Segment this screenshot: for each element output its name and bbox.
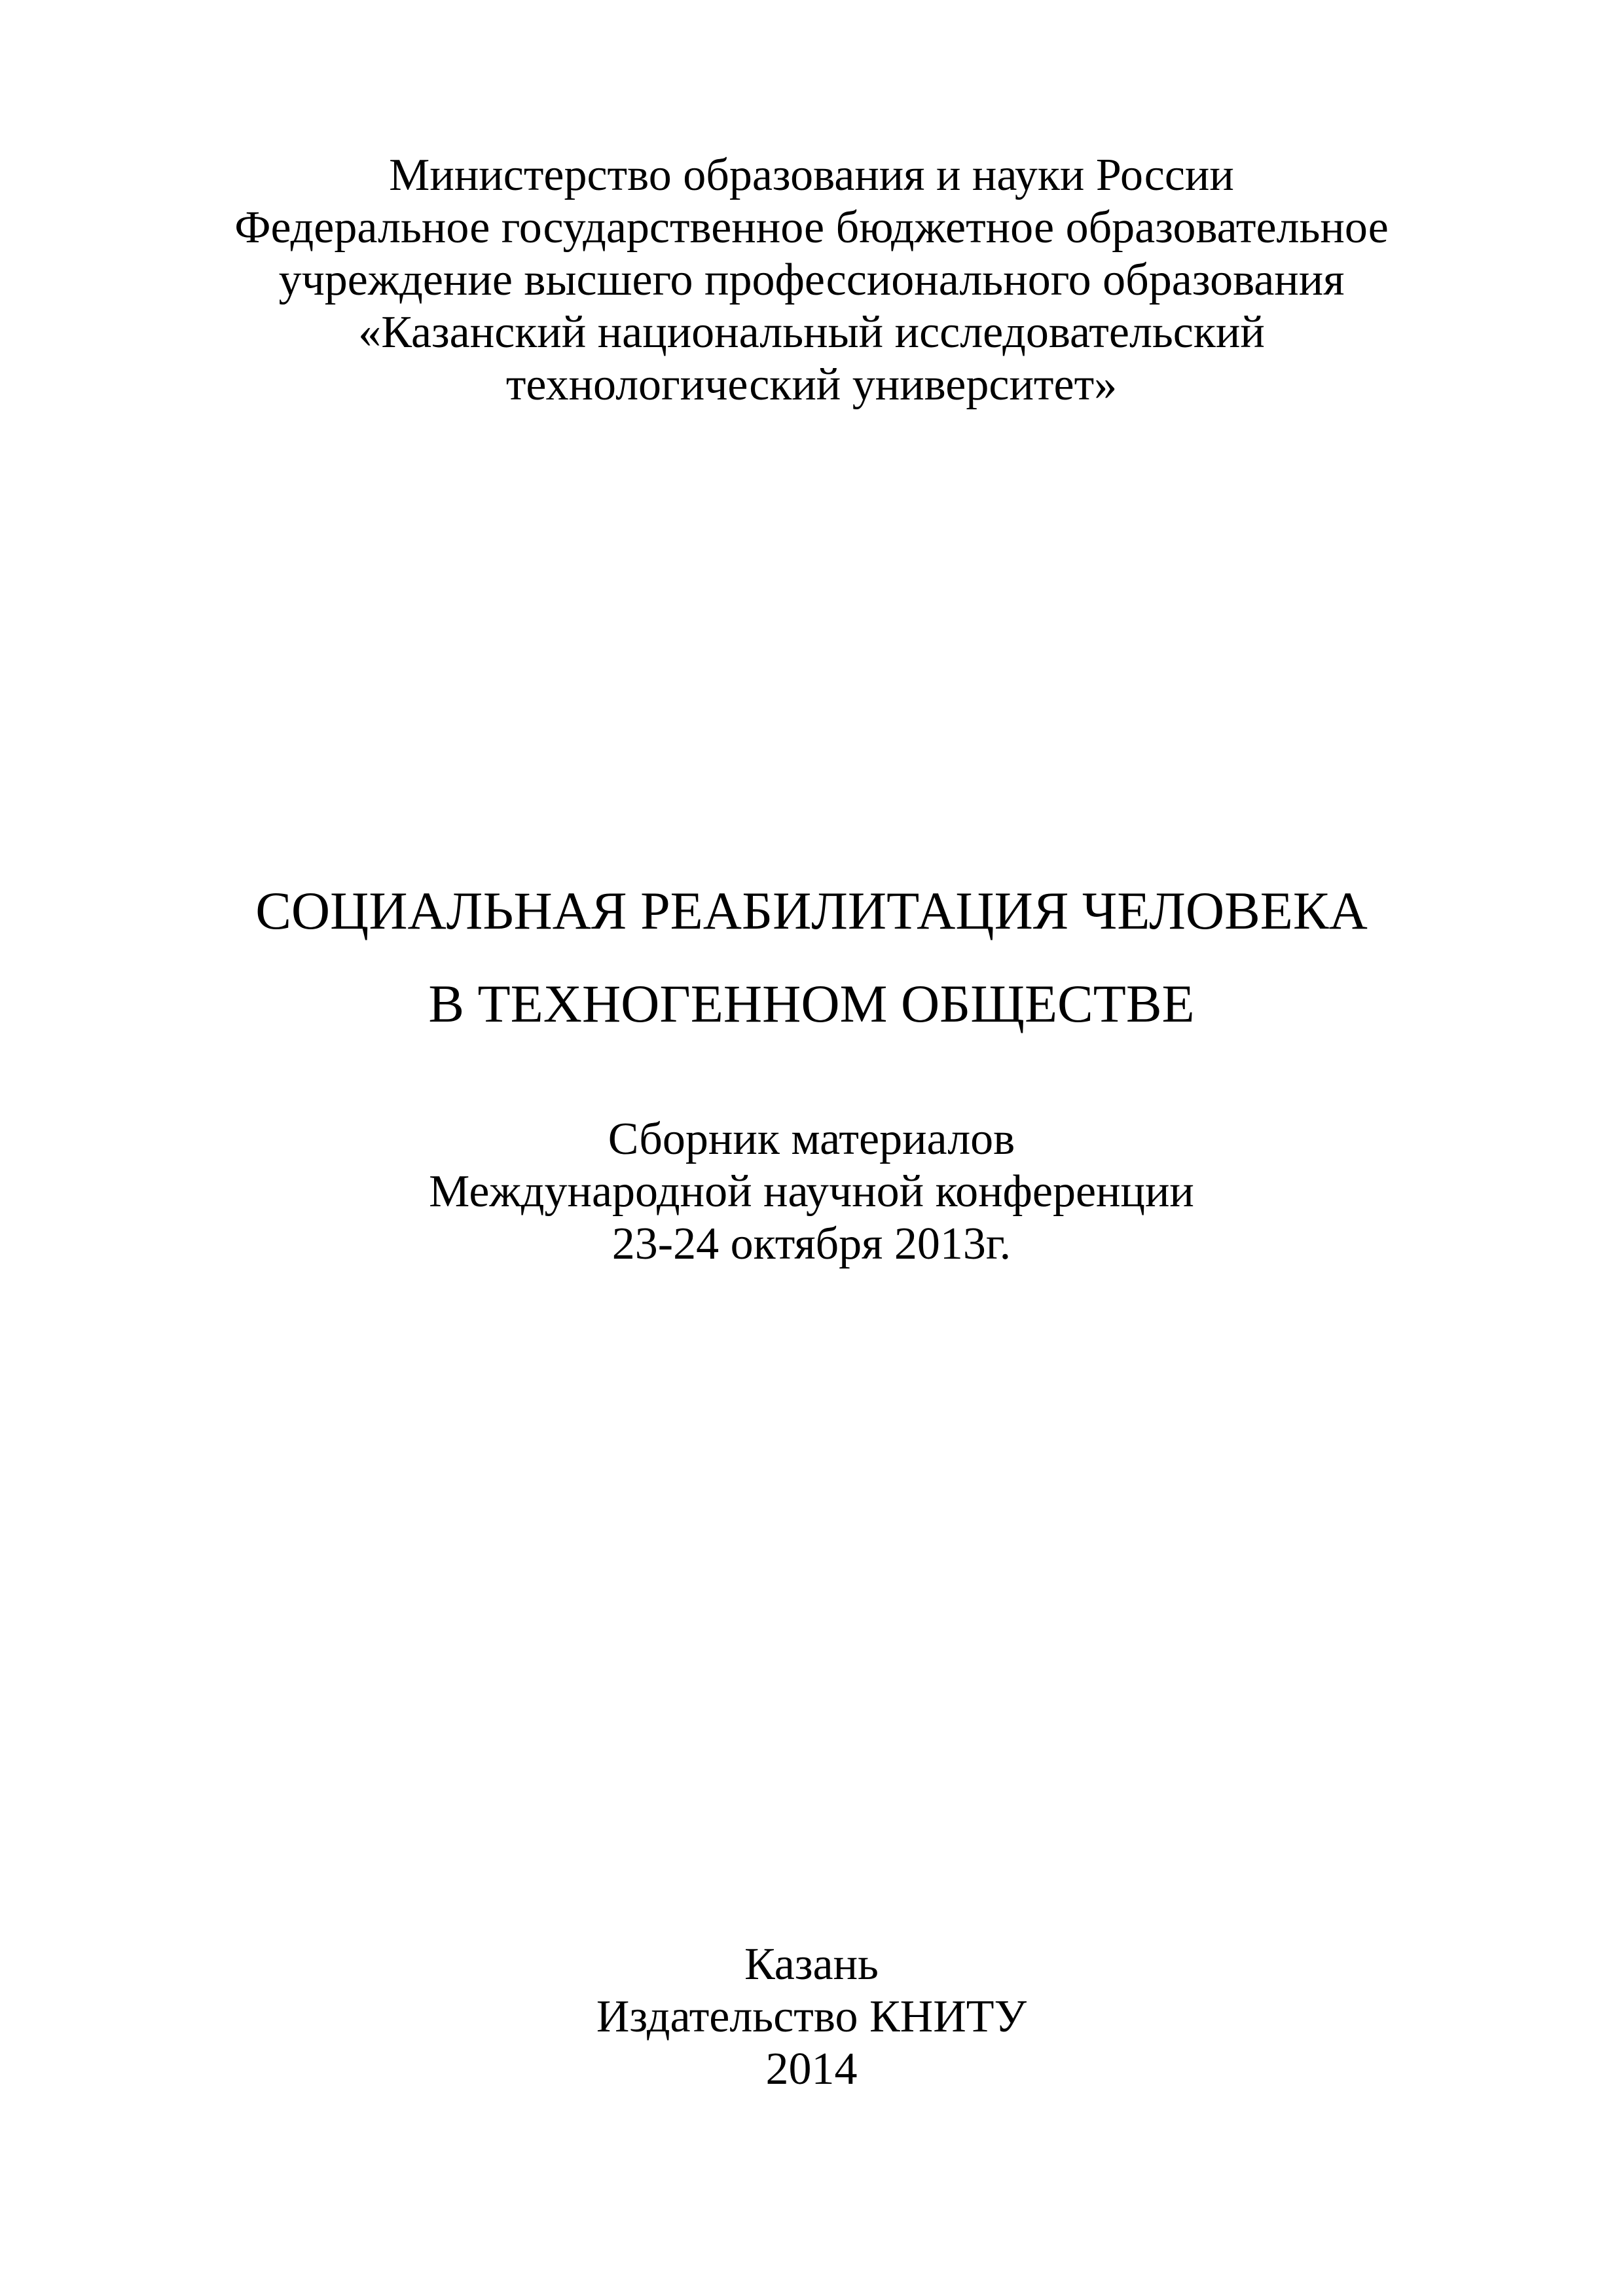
institution-type-line-1: Федеральное государственное бюджетное образовательное <box>234 202 1389 253</box>
publication-year: 2014 <box>765 2044 858 2094</box>
title-line-2: В ТЕХНОГЕННОМ ОБЩЕСТВЕ <box>428 974 1195 1033</box>
title-line-1: СОЦИАЛЬНАЯ РЕАБИЛИТАЦИЯ ЧЕЛОВЕКА <box>255 881 1368 940</box>
university-name-line-1: «Казанский национальный исследовательский <box>358 307 1265 358</box>
institution-type-line-2: учреждение высшего профессионального образования <box>278 255 1345 305</box>
document-subtitle <box>0 1113 1623 1270</box>
institution-header <box>0 149 1623 411</box>
subtitle-line-2: Международной научной конференции <box>429 1166 1194 1217</box>
document-title <box>0 864 1623 1050</box>
ministry-line: Министерство образования и науки России <box>389 150 1234 200</box>
publication-footer <box>0 1938 1623 2096</box>
subtitle-line-1: Сборник материалов <box>608 1114 1015 1164</box>
publication-city: Казань <box>744 1939 879 1990</box>
university-name-line-2: технологический университет» <box>505 360 1118 410</box>
conference-dates: 23-24 октября 2013г. <box>611 1219 1012 1269</box>
publisher-name: Издательство КНИТУ <box>596 1991 1027 2042</box>
